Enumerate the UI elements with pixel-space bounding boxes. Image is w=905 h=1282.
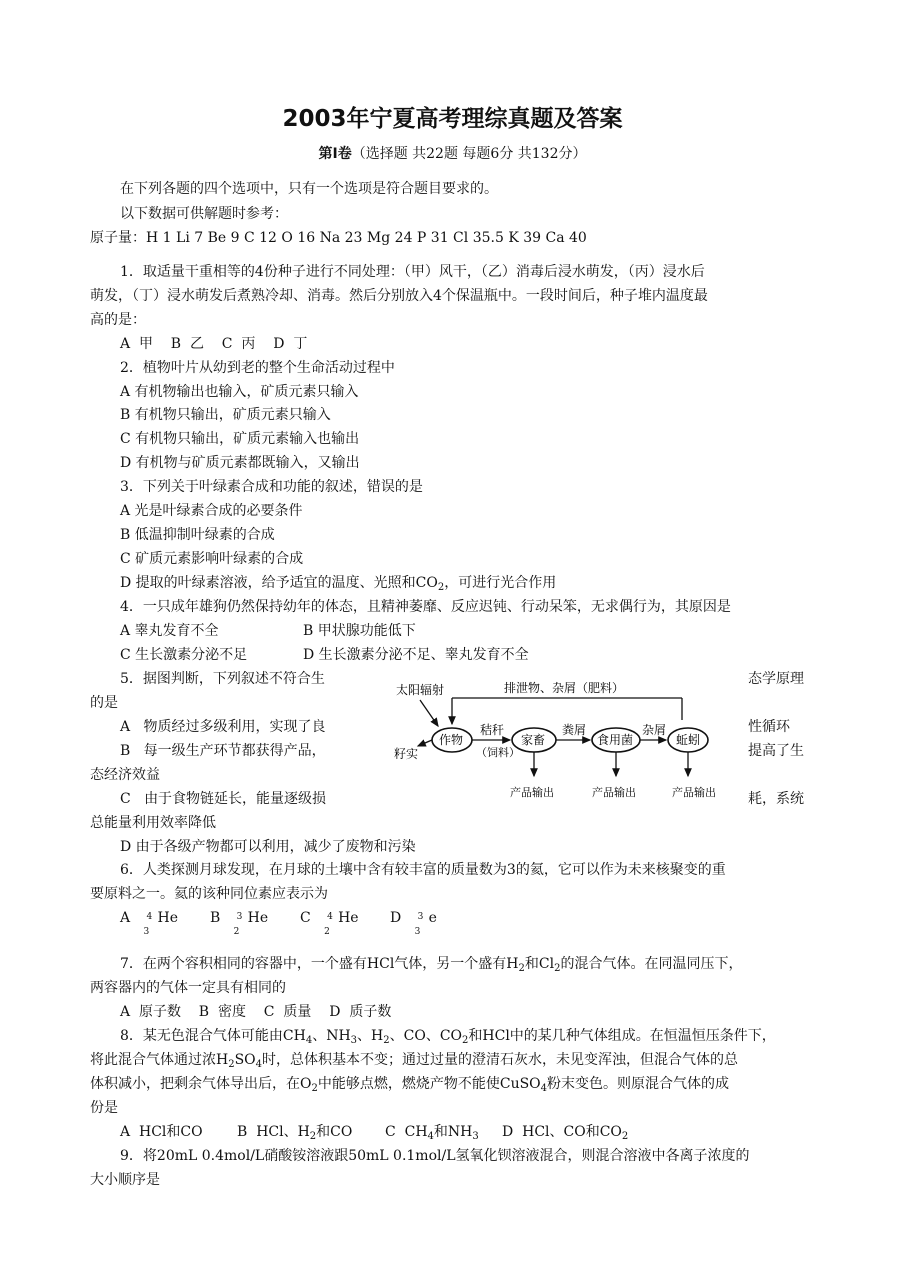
q5-stem-left: 5．据图判断，下列叙述不符合生	[120, 671, 325, 687]
q5-stem-line2: 的是	[90, 695, 118, 711]
q5-option-c-right: 耗，系统	[748, 791, 804, 807]
q4-stem: 4．一只成年雄狗仍然保持幼年的体态，且精神萎靡、反应迟钝、行动呆笨，无求偶行为，其原因是	[120, 599, 731, 615]
q5-option-d: D 由于各级产物都可以利用，减少了废物和污染	[120, 839, 416, 855]
q3-option-a: A 光是叶绿素合成的必要条件	[120, 503, 303, 519]
seed-arrow	[418, 740, 432, 746]
q5-stem-right: 态学原理	[748, 671, 804, 687]
q6-option-d: D 3 3 e	[390, 910, 437, 937]
label-dung: 粪屑	[562, 723, 587, 737]
ecosystem-diagram	[392, 670, 742, 804]
section-header	[0, 143, 905, 163]
q3-option-d: D 提取的叶绿素溶液，给予适宜的温度、光照和$CO_2$，可进行光合作用	[120, 575, 557, 593]
q1-stem-line3: 高的是：	[90, 312, 146, 328]
section-label: 第I卷	[318, 146, 352, 162]
q5-option-c-cont: 总能量利用效率降低	[90, 815, 216, 831]
q6-stem-line1: 6．人类探测月球发现，在月球的土壤中含有较丰富的质量数为3的氦，它可以作为未来核聚变的重	[120, 862, 726, 878]
label-out-3: 产品输出	[672, 786, 716, 799]
q5-option-b-left: B 每一级生产环节都获得产品，	[120, 743, 326, 759]
label-worm: 蚯蚓	[676, 733, 701, 747]
q8-option-d: D HCl、CO和$CO_2$	[502, 1124, 629, 1142]
q8-option-a: A HCl和CO	[120, 1124, 203, 1140]
page-title: 2003年宁夏高考理综真题及答案	[282, 106, 623, 132]
label-sun: 太阳辐射	[396, 683, 445, 697]
q2-stem: 2．植物叶片从幼到老的整个生命活动过程中	[120, 360, 395, 376]
q3-stem: 3．下列关于叶绿素合成和功能的叙述，错误的是	[120, 479, 423, 495]
q9-stem-line1: 9．将20mL 0.4mol/L硝酸铵溶液跟50mL 0.1mol/L氢氧化钡溶液混合，则混合溶液中各离子浓度的	[120, 1148, 750, 1164]
q9-stem-line2: 大小顺序是	[90, 1172, 160, 1188]
q7-stem-line1: 7．在两个容积相同的容器中，一个盛有HCl气体，另一个盛有$H_2$和$Cl_2$的混合气体。在同温同压下，	[120, 956, 743, 974]
q4-option-b: B 甲状腺功能低下	[303, 623, 416, 639]
q4-option-a: A 睾丸发育不全	[120, 623, 219, 639]
q7-stem-line2: 两容器内的气体一定具有相同的	[90, 980, 286, 996]
q2-option-c: C 有机物只输出，矿质元素输入也输出	[120, 431, 360, 447]
label-out-2: 产品输出	[592, 786, 636, 799]
label-out-1: 产品输出	[510, 786, 554, 799]
intro-instruction: 在下列各题的四个选项中，只有一个选项是符合题目要求的。	[120, 181, 498, 197]
q1-stem-line1: 1．取适量干重相等的4份种子进行不同处理：（甲）风干，（乙）消毒后浸水萌发，（丙）浸水后	[120, 264, 705, 280]
q7-options: A 原子数 B 密度 C 质量 D 质子数	[120, 1004, 392, 1020]
sun-arrow	[420, 700, 438, 726]
q1-options: A 甲 B 乙 C 丙 D 丁	[120, 336, 308, 352]
label-livestock: 家畜	[521, 733, 546, 747]
q4-option-c: C 生长激素分泌不足	[120, 647, 248, 663]
q5-option-a-right: 性循环	[748, 719, 790, 735]
q8-stem-line4: 份是	[90, 1100, 118, 1116]
q8-stem-line3: 体积减小，把剩余气体导出后，在$O_2$中能够点燃，燃烧产物不能使CuSO$_4$粉末变色。则原混合气体的成	[90, 1076, 730, 1094]
label-fungus: 食用菌	[597, 733, 634, 747]
q3-option-c: C 矿质元素影响叶绿素的合成	[120, 551, 304, 567]
q6-stem-line2: 要原料之一。氦的该种同位素应表示为	[90, 886, 328, 902]
label-debris: 杂屑	[642, 723, 667, 737]
q4-option-d: D 生长激素分泌不足、睾丸发育不全	[303, 647, 529, 663]
label-crop: 作物	[439, 733, 464, 747]
q8-stem-line1: 8．某无色混合气体可能由$CH_4$、$NH_3$、$H_2$、CO、$CO_2$和HCl中的某几种气体组成。在恒温恒压条件下，	[120, 1028, 776, 1046]
section-info: （选择题 共22题 每题6分 共132分）	[351, 146, 587, 162]
q5-option-b-right: 提高了生	[748, 743, 804, 759]
q6-option-c: C 4 2 He	[300, 910, 359, 937]
q8-option-b: B HCl、$H_2$和CO	[237, 1124, 353, 1142]
label-seed: 籽实	[394, 747, 419, 761]
q5-option-a-left: A 物质经过多级利用，实现了良	[120, 719, 326, 735]
q5-option-c-left: C 由于食物链延长，能量逐级损	[120, 791, 327, 807]
q8-option-c: C $CH_4$和$NH_3$	[385, 1124, 479, 1142]
q8-stem-line2: 将此混合气体通过浓$H_2SO_4$时，总体积基本不变；通过过量的澄清石灰水，未见变浑浊，但混合气体的总	[90, 1052, 739, 1070]
q2-option-a: A 有机物输出也输入，矿质元素只输入	[120, 384, 359, 400]
q1-stem-line2: 萌发，（丁）浸水萌发后煮熟冷却、消毒。然后分别放入4个保温瓶中。一段时间后，种子堆内温度最	[90, 288, 708, 304]
intro-reference: 以下数据可供解题时参考：	[120, 206, 288, 222]
atomic-mass-list: 原子量：H 1 Li 7 Be 9 C 12 O 16 Na 23 Mg 24 P 31 Cl 35.5 K 39 Ca 40	[90, 230, 587, 246]
q2-option-b: B 有机物只输出，矿质元素只输入	[120, 407, 331, 423]
q6-option-b: B 3 2 He	[210, 910, 269, 937]
q3-option-b: B 低温抑制叶绿素的合成	[120, 527, 275, 543]
q6-option-a: A 4 3 He	[120, 910, 178, 937]
label-excreta: 排泄物、杂屑（肥料）	[504, 681, 625, 695]
q2-option-d: D 有机物与矿质元素都既输入，又输出	[120, 455, 360, 471]
label-straw: 秸秆	[480, 723, 505, 737]
q5-option-b-cont: 态经济效益	[90, 767, 160, 783]
label-feed: （饲料）	[476, 746, 520, 759]
